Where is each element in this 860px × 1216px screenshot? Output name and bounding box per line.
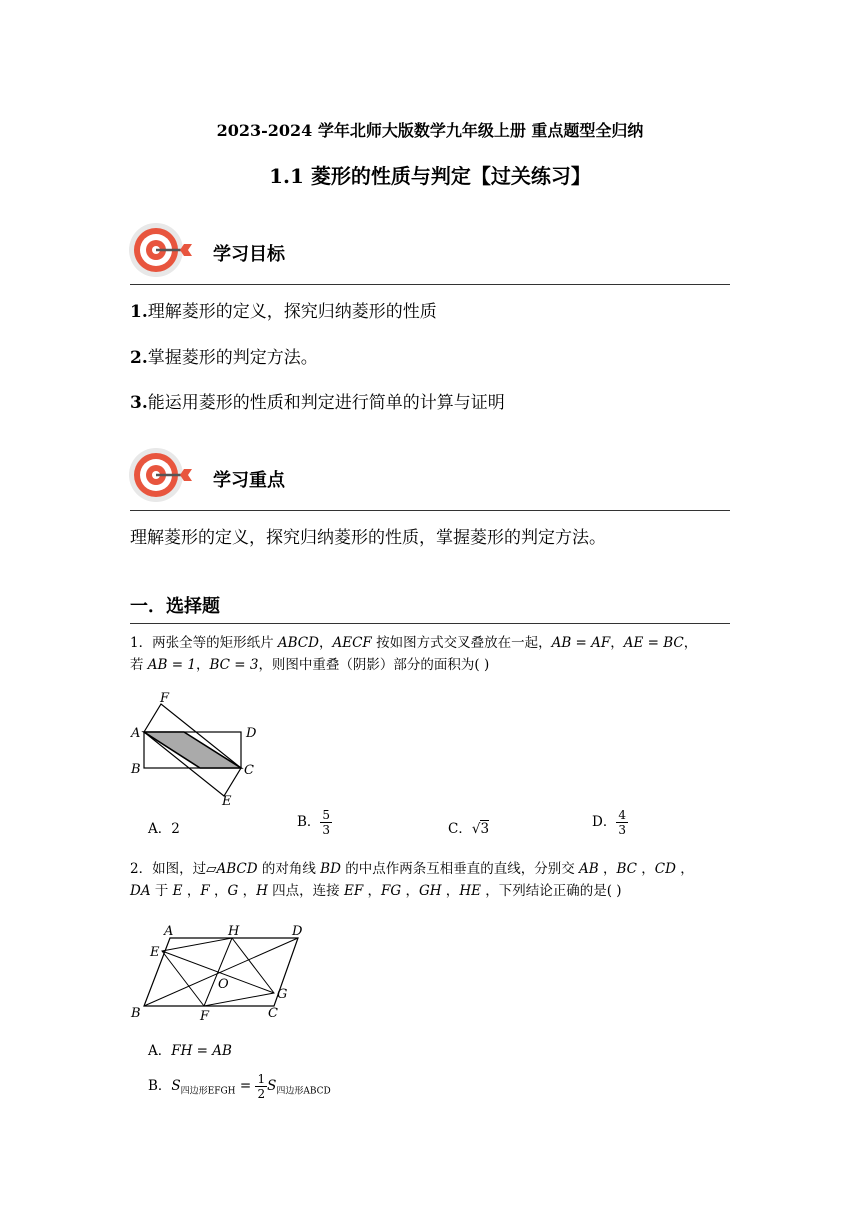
q1-option-c[interactable]: C．√3 [448, 821, 490, 837]
label-C: C [244, 763, 254, 778]
doc-title: 1.1 菱形的性质与判定【过关练习】 [269, 164, 591, 188]
doc-subtitle: 2023-2024 学年北师大版数学九年级上册 重点题型全归纳 [216, 121, 644, 140]
label-A: A [164, 924, 174, 939]
part-divider [130, 623, 730, 624]
part-title: 一．选择题 [130, 596, 220, 617]
question-2-figure [128, 920, 318, 1030]
label-B: B [131, 762, 141, 777]
focus-text: 理解菱形的定义，探究归纳菱形的性质，掌握菱形的判定方法。 [130, 528, 606, 548]
q1-option-d[interactable]: D． $\frac{4}{3}$ [592, 808, 626, 837]
section-divider [130, 510, 730, 511]
label-F: F [160, 691, 170, 706]
goal-item-2: 2.掌握菱形的判定方法。 [130, 348, 318, 368]
q2-option-b[interactable]: B．$S_{四边形EFGH}$ = $\frac{1}{2}$ $S_{四边形ABCD}$ [148, 1072, 331, 1101]
label-F: F [200, 1009, 210, 1024]
goal-item-3: 3.能运用菱形的性质和判定进行简单的计算与证明 [130, 393, 505, 413]
question-1-figure [128, 688, 268, 808]
section-title-focus: 学习重点 [213, 470, 285, 491]
label-E: E [150, 945, 160, 960]
question-2-text: 2．如图，过▱ABCD 的对角线 BD 的中点作两条互相垂直的直线，分别交 AB ，BC ，CD ， DA 于 E ，F ，G ，H 四点，连接 EF ，FG ，GH ，HE ，下列结论正确的是( ) [130, 861, 694, 899]
label-G: G [277, 987, 288, 1002]
goal-item-1: 1.理解菱形的定义，探究归纳菱形的性质 [130, 302, 437, 322]
label-O: O [218, 977, 229, 992]
label-C: C [268, 1006, 278, 1021]
label-D: D [246, 726, 257, 741]
section-title-goals: 学习目标 [213, 244, 285, 265]
label-H: H [228, 924, 240, 939]
label-B: B [131, 1006, 141, 1021]
label-E: E [222, 794, 232, 808]
label-A: A [131, 726, 141, 741]
label-D: D [292, 924, 303, 939]
q1-option-b[interactable]: B． $\frac{5}{3}$ [297, 808, 331, 837]
q1-option-a[interactable]: A．2 [148, 821, 180, 837]
target-icon [128, 447, 192, 503]
q2-option-a[interactable]: A．FH = AB [148, 1043, 232, 1059]
target-icon [128, 222, 192, 278]
question-1-text: 1．两张全等的矩形纸片 ABCD，AECF 按如图方式交叉叠放在一起，AB = AF，AE = BC， 若 AB = 1，BC = 3，则图中重叠（阴影）部分的面积为( ) [130, 635, 698, 673]
section-divider [130, 284, 730, 285]
